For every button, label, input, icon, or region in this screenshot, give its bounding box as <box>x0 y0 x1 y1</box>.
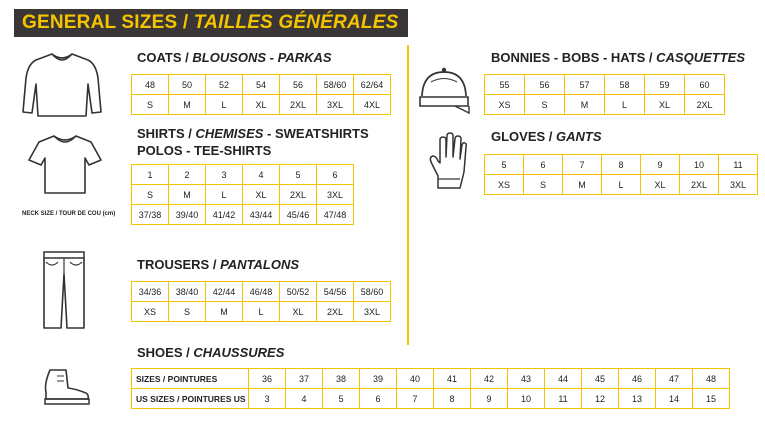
table-row <box>132 302 391 322</box>
size-cell: 56 <box>525 75 565 95</box>
shirts-title <box>137 126 369 142</box>
size-cell: 62/64 <box>354 75 391 95</box>
trousers-icon <box>42 250 86 330</box>
size-cell: 13 <box>619 389 656 409</box>
size-cell: 50/52 <box>280 282 317 302</box>
size-cell: 4 <box>286 389 323 409</box>
size-cell: 10 <box>680 155 719 175</box>
size-cell: S <box>169 302 206 322</box>
size-cell: 4XL <box>354 95 391 115</box>
hats-size-table <box>484 74 725 115</box>
trousers-title-en: TROUSERS / <box>137 257 221 272</box>
coats-title <box>137 50 332 66</box>
size-cell: XL <box>645 95 685 115</box>
size-cell: L <box>605 95 645 115</box>
title-separator: / <box>177 12 194 33</box>
size-cell: 47/48 <box>317 205 354 225</box>
size-cell: XL <box>280 302 317 322</box>
size-cell: 3XL <box>317 95 354 115</box>
size-cell: 2XL <box>280 95 317 115</box>
size-cell: 58/60 <box>317 75 354 95</box>
table-row <box>485 95 725 115</box>
table-row <box>132 282 391 302</box>
size-cell: 10 <box>508 389 545 409</box>
size-cell: 54/56 <box>317 282 354 302</box>
size-cell: 50 <box>169 75 206 95</box>
size-cell: 34/36 <box>132 282 169 302</box>
size-cell: 11 <box>545 389 582 409</box>
size-cell: L <box>206 95 243 115</box>
size-cell: 5 <box>485 155 524 175</box>
size-cell: M <box>169 185 206 205</box>
tee-shirt-icon <box>27 133 103 195</box>
shirts-title-mid: - SWEATSHIRTS <box>263 126 369 141</box>
size-cell: 1 <box>132 165 169 185</box>
size-cell: 3XL <box>354 302 391 322</box>
size-cell: 46/48 <box>243 282 280 302</box>
size-cell: 5 <box>280 165 317 185</box>
coats-title-fr2: PARKAS <box>277 50 332 65</box>
size-cell: 42/44 <box>206 282 243 302</box>
size-cell: 60 <box>685 75 725 95</box>
size-cell: XS <box>485 95 525 115</box>
boot-icon <box>42 368 90 406</box>
size-cell: L <box>206 185 243 205</box>
hats-title-fr: CASQUETTES <box>656 50 745 65</box>
shoes-title-fr: CHAUSSURES <box>193 345 285 360</box>
table-row <box>132 185 354 205</box>
size-cell: 12 <box>582 389 619 409</box>
size-cell: 40 <box>397 369 434 389</box>
shoes-size-table <box>131 368 730 409</box>
size-cell: 39/40 <box>169 205 206 225</box>
shirts-title-en: SHIRTS / <box>137 126 196 141</box>
size-cell: 9 <box>641 155 680 175</box>
title-english: GENERAL SIZES <box>22 12 178 33</box>
size-cell: XL <box>243 95 280 115</box>
table-row <box>485 75 725 95</box>
gloves-title <box>491 129 602 145</box>
size-cell: 57 <box>565 75 605 95</box>
size-cell: 54 <box>243 75 280 95</box>
table-row <box>485 155 758 175</box>
title-french: TAILLES GÉNÉRALES <box>193 12 399 33</box>
table-row <box>132 205 354 225</box>
size-cell: XL <box>641 175 680 195</box>
size-cell: 9 <box>471 389 508 409</box>
size-cell: 2XL <box>680 175 719 195</box>
coats-title-en: COATS / <box>137 50 193 65</box>
trousers-title-fr: PANTALONS <box>220 257 300 272</box>
size-cell: 43/44 <box>243 205 280 225</box>
size-cell: S <box>132 185 169 205</box>
shoes-title <box>137 345 284 361</box>
table-row <box>132 369 730 389</box>
table-row <box>132 165 354 185</box>
size-cell: 58 <box>605 75 645 95</box>
size-cell: XS <box>132 302 169 322</box>
size-cell: 2XL <box>317 302 354 322</box>
hats-title <box>491 50 745 66</box>
page-title-banner <box>14 9 408 37</box>
column-divider <box>407 45 409 345</box>
size-cell: 11 <box>719 155 758 175</box>
size-cell: 6 <box>317 165 354 185</box>
size-cell: 59 <box>645 75 685 95</box>
size-cell: 3XL <box>719 175 758 195</box>
size-cell: 45 <box>582 369 619 389</box>
size-cell: 56 <box>280 75 317 95</box>
shirts-title-line2: POLOS - TEE-SHIRTS <box>137 143 272 158</box>
size-cell: S <box>525 95 565 115</box>
size-cell: 43 <box>508 369 545 389</box>
size-cell: 38 <box>323 369 360 389</box>
size-cell: 37 <box>286 369 323 389</box>
size-cell: 44 <box>545 369 582 389</box>
size-cell: M <box>565 95 605 115</box>
size-cell: 41 <box>434 369 471 389</box>
size-cell: 3 <box>206 165 243 185</box>
size-cell: L <box>602 175 641 195</box>
coats-title-sep: - <box>266 50 278 65</box>
size-cell: 41/42 <box>206 205 243 225</box>
size-cell: 55 <box>485 75 525 95</box>
gloves-title-en: GLOVES / <box>491 129 557 144</box>
size-cell: 15 <box>693 389 730 409</box>
size-cell: 6 <box>524 155 563 175</box>
size-cell: 36 <box>249 369 286 389</box>
size-cell: 14 <box>656 389 693 409</box>
size-cell: 8 <box>602 155 641 175</box>
long-sleeve-shirt-icon <box>22 50 102 120</box>
size-cell: 6 <box>360 389 397 409</box>
size-cell: 48 <box>132 75 169 95</box>
row-label: US SIZES / POINTURES US <box>132 389 249 409</box>
trousers-title <box>137 257 299 273</box>
size-cell: 2XL <box>685 95 725 115</box>
glove-icon <box>428 132 468 190</box>
size-cell: L <box>243 302 280 322</box>
size-cell: S <box>132 95 169 115</box>
coats-title-fr: BLOUSONS <box>192 50 267 65</box>
size-cell: M <box>563 175 602 195</box>
size-cell: 4 <box>243 165 280 185</box>
neck-size-label: NECK SIZE / TOUR DE COU (cm) <box>22 211 116 217</box>
row-label: SIZES / POINTURES <box>132 369 249 389</box>
hats-title-en: BONNIES - BOBS - HATS / <box>491 50 657 65</box>
trousers-size-table <box>131 281 391 322</box>
size-cell: 38/40 <box>169 282 206 302</box>
size-cell: 5 <box>323 389 360 409</box>
size-cell: 46 <box>619 369 656 389</box>
shoes-title-en: SHOES / <box>137 345 194 360</box>
size-cell: 48 <box>693 369 730 389</box>
size-cell: 45/46 <box>280 205 317 225</box>
size-cell: 47 <box>656 369 693 389</box>
size-cell: 2 <box>169 165 206 185</box>
size-cell: 37/38 <box>132 205 169 225</box>
size-cell: 42 <box>471 369 508 389</box>
size-cell: 8 <box>434 389 471 409</box>
table-row <box>132 95 391 115</box>
size-cell: XS <box>485 175 524 195</box>
gloves-size-table <box>484 154 758 195</box>
shirts-size-table <box>131 164 354 225</box>
size-cell: 7 <box>397 389 434 409</box>
coats-size-table <box>131 74 391 115</box>
size-cell: 7 <box>563 155 602 175</box>
size-cell: 39 <box>360 369 397 389</box>
size-cell: 3 <box>249 389 286 409</box>
cap-icon <box>417 66 471 116</box>
size-cell: S <box>524 175 563 195</box>
shirts-title-fr: CHEMISES <box>195 126 264 141</box>
size-cell: M <box>169 95 206 115</box>
table-row <box>132 75 391 95</box>
table-row <box>132 389 730 409</box>
size-cell: 52 <box>206 75 243 95</box>
gloves-title-fr: GANTS <box>556 129 602 144</box>
size-cell: 3XL <box>317 185 354 205</box>
size-cell: 2XL <box>280 185 317 205</box>
size-cell: XL <box>243 185 280 205</box>
table-row <box>485 175 758 195</box>
size-cell: 58/60 <box>354 282 391 302</box>
size-cell: M <box>206 302 243 322</box>
